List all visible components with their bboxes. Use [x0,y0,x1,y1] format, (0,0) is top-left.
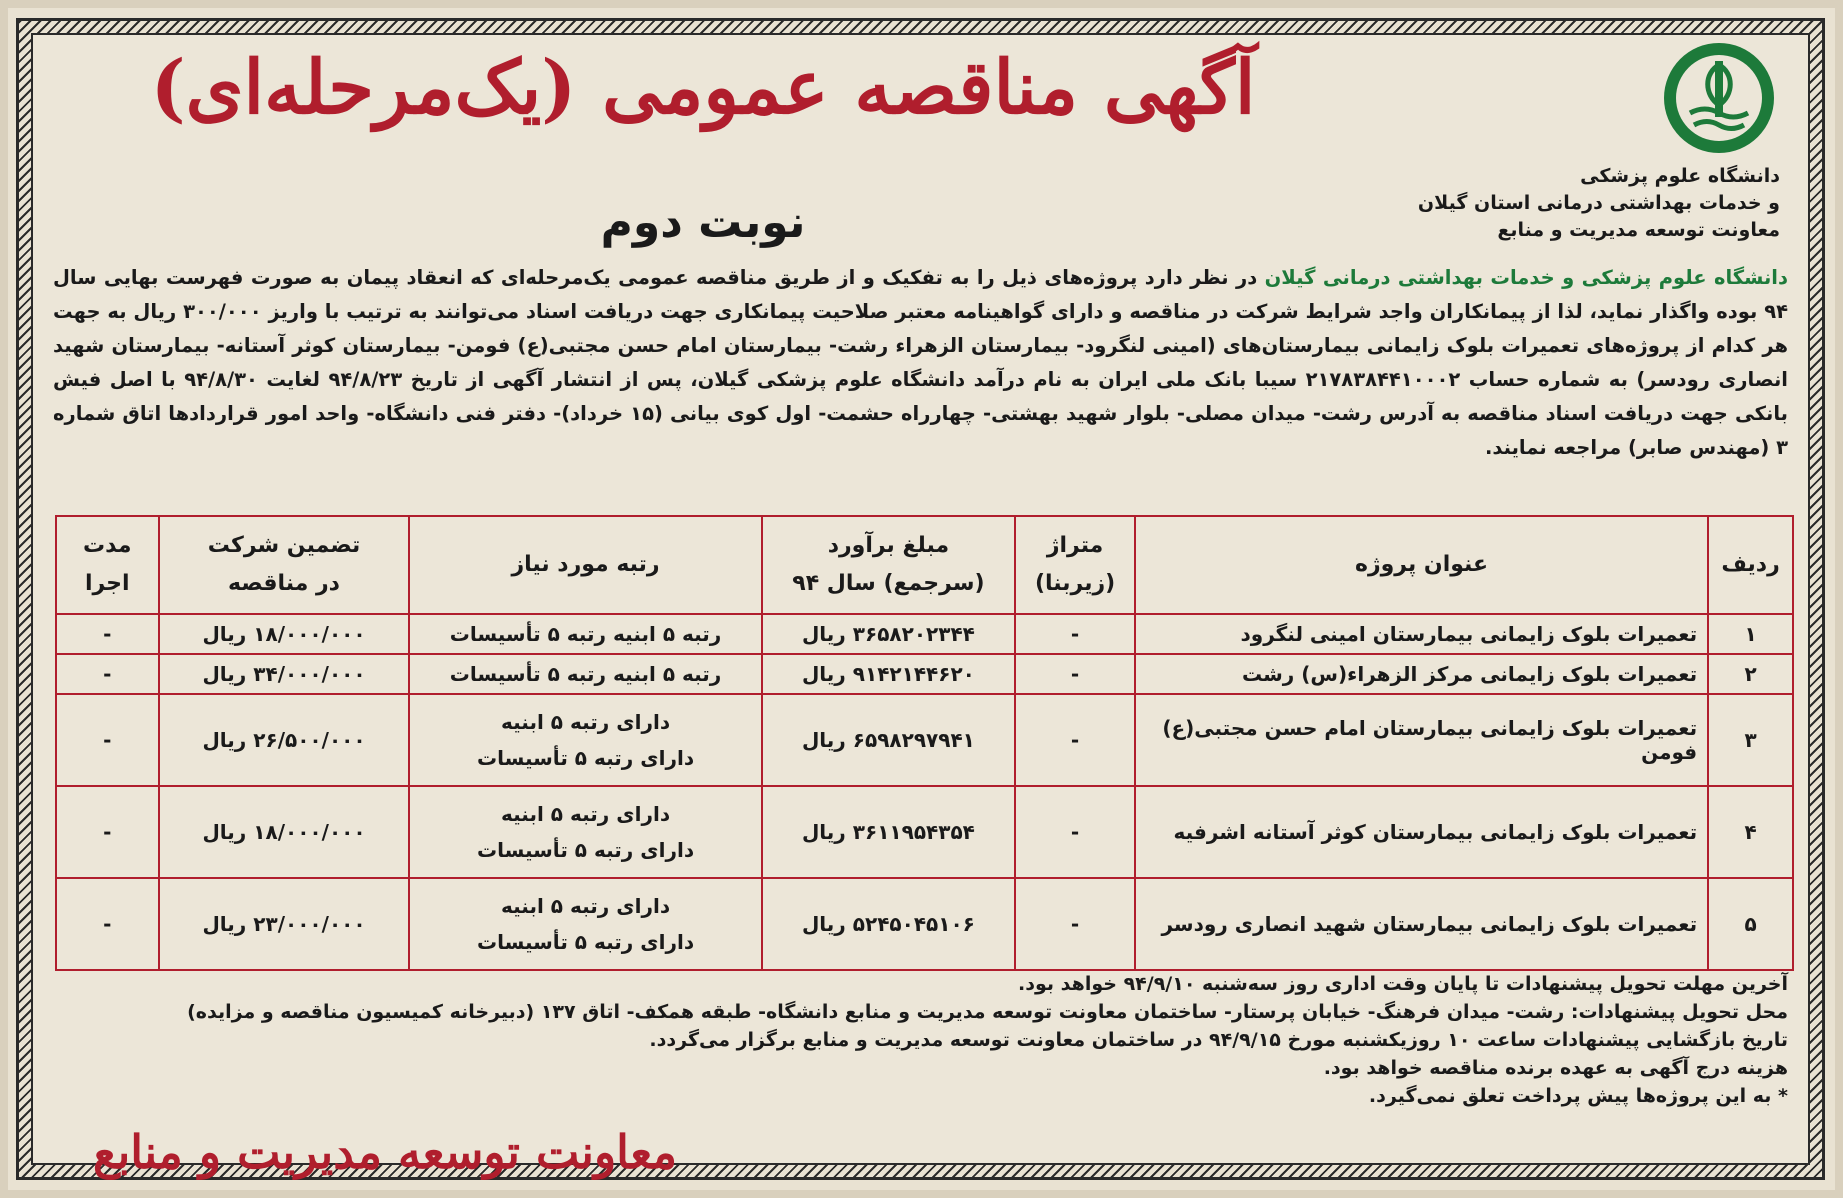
header-guarantee [159,516,410,614]
header-area: متراژ (زیربنا) [1015,516,1135,614]
project-grade: رتبه ۵ ابنیه رتبه ۵ تأسیسات [409,614,761,654]
row-number: ۵ [1708,878,1793,970]
project-grade-line-2: دارای رتبه ۵ تأسیسات [477,838,695,862]
header-row-number: ردیف [1708,516,1793,614]
header-duration-line-1: مدت [83,533,132,558]
project-area: - [1015,654,1135,694]
table-row [56,878,1793,970]
project-duration: - [56,654,159,694]
organization-header [1400,163,1780,244]
project-estimate: ۳۶۱۱۹۵۴۳۵۴ ریال [762,786,1016,878]
project-area: - [1015,694,1135,786]
hatched-border [16,18,1825,1180]
intro-highlight: دانشگاه علوم پزشکی و خدمات بهداشتی درمانی گیلان [1264,266,1788,289]
project-grade-line-1: دارای رتبه ۵ ابنیه [501,802,671,826]
project-grade-line-2: دارای رتبه ۵ تأسیسات [477,746,695,770]
project-area: - [1015,786,1135,878]
project-duration: - [56,786,159,878]
project-duration: - [56,614,159,654]
ad-cost-text: هزینه درج آگهی به عهده برنده مناقصه خواهد بود. [1323,1057,1788,1079]
project-estimate: ۵۲۴۵۰۴۵۱۰۶ ریال [762,878,1016,970]
header-project-title: عنوان پروژه [1135,516,1708,614]
university-logo-icon [1660,39,1778,157]
project-title: تعمیرات بلوک زایمانی بیمارستان کوثر آستانه اشرفیه [1135,786,1708,878]
signature: معاونت توسعه مدیریت و منابع [93,1125,678,1179]
row-number: ۲ [1708,654,1793,694]
project-estimate: ۶۵۹۸۲۹۷۹۴۱ ریال [762,694,1016,786]
project-grade [409,878,761,970]
project-grade-line-1: دارای رتبه ۵ ابنیه [501,894,671,918]
project-grade-line-2: دارای رتبه ۵ تأسیسات [477,930,695,954]
project-estimate: ۹۱۴۲۱۴۴۶۲۰ ریال [762,654,1016,694]
notice-body [31,33,1810,1179]
header-estimate [762,516,1016,614]
header-guarantee-line-2: در مناقصه [228,571,340,596]
project-title: تعمیرات بلوک زایمانی بیمارستان امام حسن مجتبی(ع) فومن [1135,694,1708,786]
table-row [56,694,1793,786]
project-grade: رتبه ۵ ابنیه رتبه ۵ تأسیسات [409,654,761,694]
prepayment-note: * به این پروژه‌ها پیش پرداخت تعلق نمی‌گیرد. [1368,1085,1788,1107]
project-grade [409,786,761,878]
row-number: ۱ [1708,614,1793,654]
project-title: تعمیرات بلوک زایمانی بیمارستان امینی لنگرود [1135,614,1708,654]
project-guarantee: ۳۴/۰۰۰/۰۰۰ ریال [159,654,410,694]
table-header-row [56,516,1793,614]
intro-body: در نظر دارد پروژه‌های ذیل را به تفکیک و از طریق مناقصه عمومی یک‌مرحله‌ای که انعقاد پیمان به صورت فهرست بهایی سال ۹۴ بوده واگذار نماید، لذا از پیمانکاران واجد شرایط شرکت در مناقصه و دارای گواهینامه معتبر صلاحیت پیمانکاری جهت دریافت اسناد می‌توانند به ترتیب با واریز ۳۰۰/۰۰۰ ریال به جهت هر کدام از پروژه‌های تعمیرات بلوک زایمانی بیمارستان‌های (امینی لنگرود- بیمارستان الزهراء رشت- بیمارستان امام حسن مجتبی(ع) فومن- بیمارستان کوثر آستانه- بیمارستان شهید انصاری رودسر) به شماره حساب ۲۱۷۸۳۸۴۴۱۰۰۰۲ سیبا بانک ملی ایران به نام درآمد دانشگاه علوم پزشکی گیلان، پس از انتشار آگهی از تاریخ ۹۴/۸/۲۳ لغایت ۹۴/۸/۳۰ با اصل فیش بانکی جهت دریافت اسناد مناقصه به آدرس رشت- میدان مصلی- بلوار شهید بهشتی- چهارراه حشمت- اول کوی بیانی (۱۵ خرداد)- دفتر فنی دانشگاه- واحد امور قراردادها اتاق شماره ۳ (مهندس صابر) مراجعه نمایند. [53,266,1788,459]
table-row [56,786,1793,878]
org-line-3: معاونت توسعه مدیریت و منابع [1497,219,1780,241]
opening-date-text: تاریخ بازگشایی پیشنهادات ساعت ۱۰ روزیکشنبه مورخ ۹۴/۹/۱۵ در ساختمان معاونت توسعه مدیریت و منابع برگزار می‌گردد. [649,1029,1788,1051]
header-estimate-line-2: (سرجمع) سال ۹۴ [792,571,985,596]
project-grade [409,694,761,786]
org-line-1: دانشگاه علوم پزشکی [1580,165,1780,187]
header-duration-line-2: اجرا [84,571,130,596]
org-line-2: و خدمات بهداشتی درمانی استان گیلان [1417,192,1780,214]
newspaper-clipping [8,8,1835,1190]
project-guarantee: ۱۸/۰۰۰/۰۰۰ ریال [159,614,410,654]
project-area: - [1015,614,1135,654]
delivery-location-text: محل تحویل پیشنهادات: رشت- میدان فرهنگ- خیابان پرستار- ساختمان معاونت توسعه مدیریت و منابع دانشگاه- طبقه همکف- اتاق ۱۳۷ (دبیرخانه کمیسیون مناقصه و مزایده) [187,1001,1788,1023]
header-guarantee-line-1: تضمین شرکت [207,533,361,558]
header-duration [56,516,159,614]
table-row [56,614,1793,654]
header-grade: رتبه مورد نیاز [409,516,761,614]
project-guarantee: ۲۳/۰۰۰/۰۰۰ ریال [159,878,410,970]
notice-footer [53,970,1788,1110]
project-area: - [1015,878,1135,970]
notice-title: آگهی مناقصه عمومی (یک‌مرحله‌ای) [150,45,1256,131]
header-estimate-line-1: مبلغ برآورد [827,533,950,558]
intro-paragraph [53,261,1788,465]
deadline-text: آخرین مهلت تحویل پیشنهادات تا پایان وقت اداری روز سه‌شنبه ۹۴/۹/۱۰ خواهد بود. [1018,973,1788,995]
project-guarantee: ۲۶/۵۰۰/۰۰۰ ریال [159,694,410,786]
project-duration: - [56,694,159,786]
project-title: تعمیرات بلوک زایمانی مرکز الزهراء(س) رشت [1135,654,1708,694]
row-number: ۳ [1708,694,1793,786]
notice-subtitle: نوبت دوم [600,197,806,248]
projects-table [55,515,1794,971]
project-guarantee: ۱۸/۰۰۰/۰۰۰ ریال [159,786,410,878]
row-number: ۴ [1708,786,1793,878]
table-row [56,654,1793,694]
project-duration: - [56,878,159,970]
project-grade-line-1: دارای رتبه ۵ ابنیه [501,710,671,734]
project-title: تعمیرات بلوک زایمانی بیمارستان شهید انصاری رودسر [1135,878,1708,970]
project-estimate: ۳۶۵۸۲۰۲۳۴۴ ریال [762,614,1016,654]
